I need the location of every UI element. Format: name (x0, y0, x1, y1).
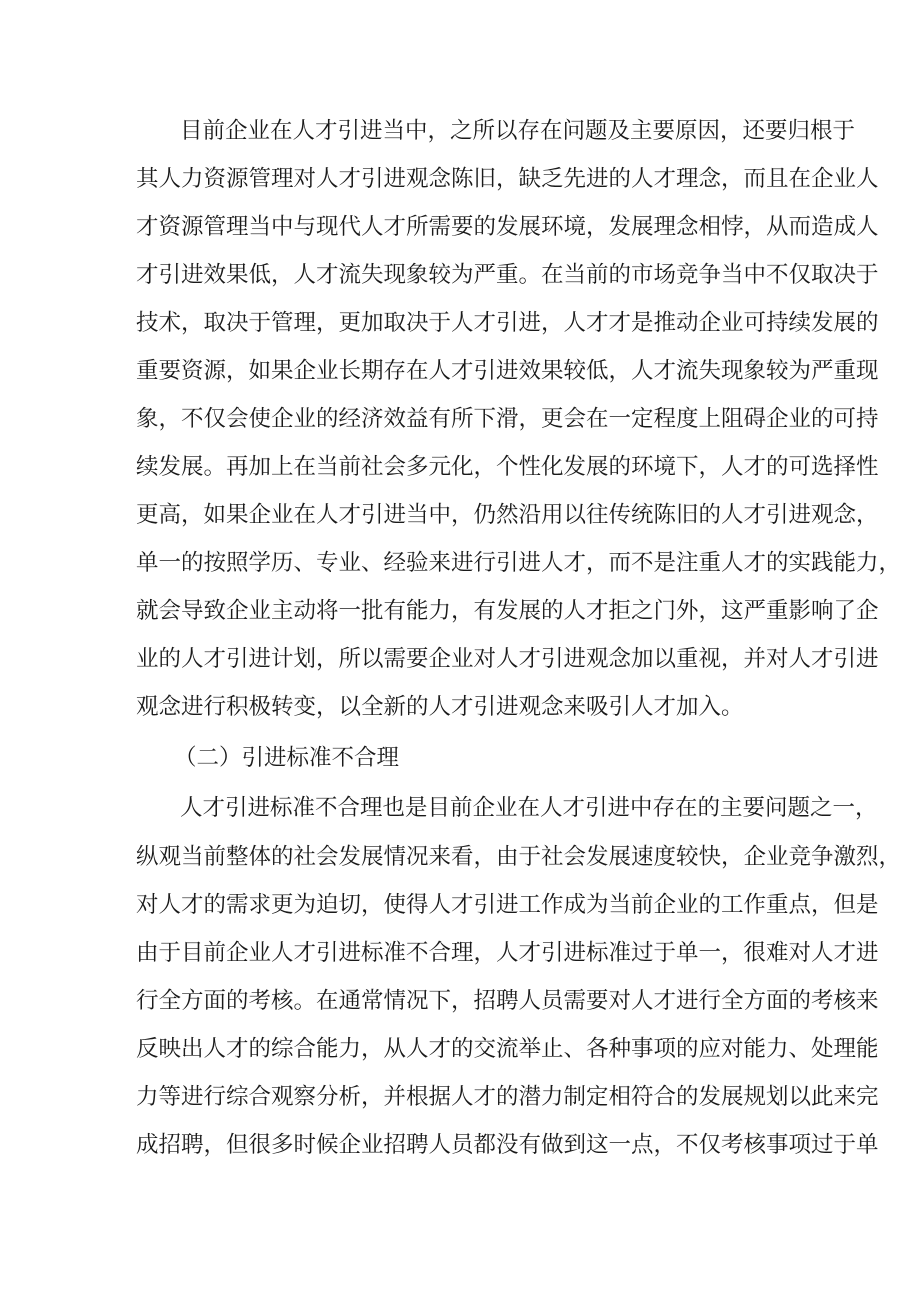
paragraph-2-line: 人才引进标准不合理也是目前企业在人才引进中存在的主要问题之一， (180, 795, 878, 821)
paragraph-1-line: 目前企业在人才引进当中，之所以存在问题及主要原因，还要归根于 (180, 118, 856, 144)
paragraph-1-line: 象，不仅会使企业的经济效益有所下滑，更会在一定程度上阻碍企业的可持 (136, 406, 879, 432)
paragraph-1-line: 业的人才引进计划，所以需要企业对人才引进观念加以重视，并对人才引进 (136, 646, 879, 672)
paragraph-1-line: 更高，如果企业在人才引进当中，仍然沿用以往传统陈旧的人才引进观念， (136, 502, 879, 528)
paragraph-2-line: 由于目前企业人才引进标准不合理，人才引进标准过于单一，很难对人才进 (136, 940, 879, 966)
paragraph-1-line: 其人力资源管理对人才引进观念陈旧，缺乏先进的人才理念，而且在企业人 (136, 166, 879, 192)
paragraph-1-line: 技术，取决于管理，更加取决于人才引进，人才才是推动企业可持续发展的 (136, 310, 879, 336)
paragraph-1-line: 观念进行积极转变，以全新的人才引进观念来吸引人才加入。 (136, 694, 744, 720)
paragraph-2-line: 成招聘，但很多时候企业招聘人员都没有做到这一点，不仅考核事项过于单 (136, 1132, 879, 1158)
paragraph-1-line: 才引进效果低，人才流失现象较为严重。在当前的市场竞争当中不仅取决于 (136, 262, 879, 288)
paragraph-1-line: 续发展。再加上在当前社会多元化，个性化发展的环境下，人才的可选择性 (136, 454, 879, 480)
paragraph-1-line: 单一的按照学历、专业、经验来进行引进人才，而不是注重人才的实践能力， (136, 550, 902, 576)
paragraph-1-line: 就会导致企业主动将一批有能力，有发展的人才拒之门外，这严重影响了企 (136, 598, 879, 624)
paragraph-2-line: 力等进行综合观察分析，并根据人才的潜力制定相符合的发展规划以此来完 (136, 1084, 879, 1110)
paragraph-1-line: 才资源管理当中与现代人才所需要的发展环境，发展理念相悖，从而造成人 (136, 214, 879, 240)
paragraph-2-line: 行全方面的考核。在通常情况下，招聘人员需要对人才进行全方面的考核来 (136, 988, 879, 1014)
paragraph-2-line: 反映出人才的综合能力，从人才的交流举止、各种事项的应对能力、处理能 (136, 1036, 879, 1062)
paragraph-2-line: 对人才的需求更为迫切，使得人才引进工作成为当前企业的工作重点，但是 (136, 892, 879, 918)
paragraph-2-line: 纵观当前整体的社会发展情况来看，由于社会发展速度较快，企业竞争激烈， (136, 844, 902, 870)
section-heading: （二）引进标准不合理 (174, 745, 400, 771)
paragraph-1-line: 重要资源，如果企业长期存在人才引进效果较低，人才流失现象较为严重现 (136, 358, 879, 384)
